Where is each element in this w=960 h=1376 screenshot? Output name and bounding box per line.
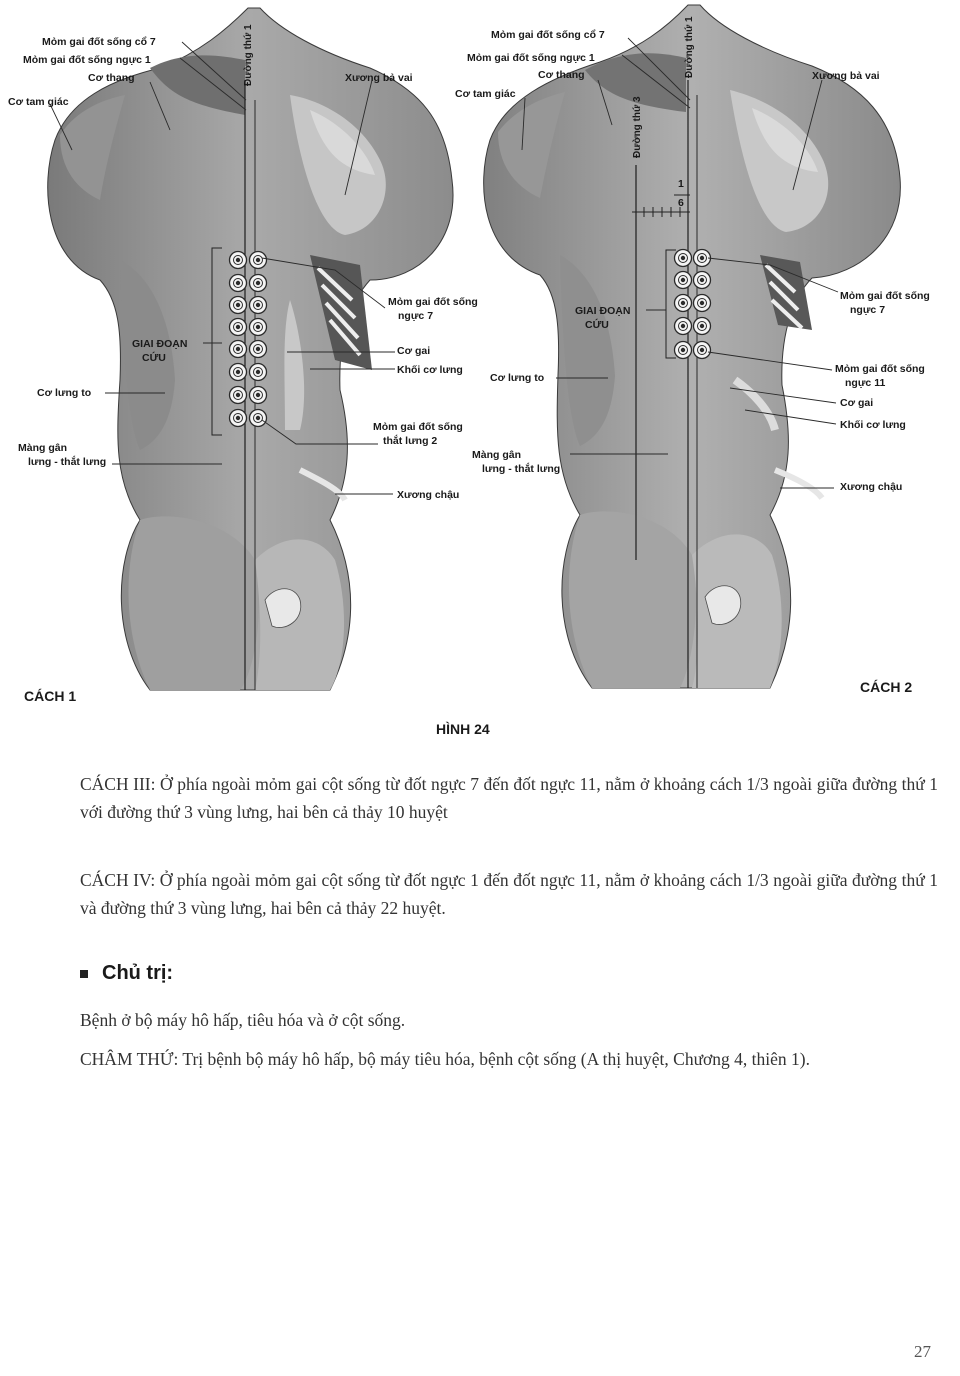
method-1-label: CÁCH 1 <box>24 688 77 704</box>
label-line1: Đường thứ 1 <box>243 24 254 86</box>
paragraph-needling: CHÂM THỨ: Trị bệnh bộ máy hô hấp, bộ máy tiêu hóa, bệnh cột sống (A thị huyệt, Chương 4, thiên 1). <box>80 1049 811 1069</box>
paragraph-indications: Bệnh ở bộ máy hô hấp, tiêu hóa và ở cột sống. <box>80 1010 406 1030</box>
label-line1: Đường thứ 1 <box>684 16 695 78</box>
page-number: 27 <box>914 1342 931 1361</box>
label-pelvis: Xương chậu <box>397 489 460 501</box>
label-latissimus: Cơ lưng to <box>37 387 92 399</box>
label-t1: Mỏm gai đốt sống ngực 1 <box>23 54 151 66</box>
label-segment: GIAI ĐOẠN CỨU <box>575 305 631 331</box>
label-c7: Mỏm gai đốt sống cổ 7 <box>42 36 156 48</box>
section-heading-text: Chủ trị: <box>102 962 174 984</box>
label-pelvis: Xương chậu <box>840 481 903 493</box>
label-t7-line1: Mỏm gai đốt sống ngực 7 <box>388 296 478 322</box>
label-scapula: Xương bả vai <box>345 72 413 84</box>
label-t1: Mỏm gai đốt sống ngực 1 <box>467 52 595 64</box>
label-erector: Khối cơ lưng <box>397 364 463 376</box>
label-spinalis: Cơ gai <box>840 397 874 409</box>
fraction-numerator: 1 <box>678 178 684 190</box>
label-segment: GIAI ĐOẠN CỨU <box>132 338 188 364</box>
label-erector: Khối cơ lưng <box>840 419 906 431</box>
label-deltoid: Cơ tam giác <box>455 88 516 100</box>
label-trapezius: Cơ thang <box>538 69 585 81</box>
label-spinalis: Cơ gai <box>397 345 431 357</box>
bullet-icon <box>80 970 88 978</box>
label-l2: Mỏm gai đốt sống thắt lưng 2 <box>373 421 463 447</box>
fraction-denominator: 6 <box>678 197 684 209</box>
figure-caption: HÌNH 24 <box>436 721 490 737</box>
method-2-label: CÁCH 2 <box>860 679 913 695</box>
label-trapezius: Cơ thang <box>88 72 135 84</box>
label-line3: Đường thứ 3 <box>632 96 643 158</box>
label-fascia: Màng gân lưng - thắt lưng <box>18 442 107 468</box>
label-latissimus: Cơ lưng to <box>490 372 545 384</box>
label-c7: Mỏm gai đốt sống cổ 7 <box>491 29 605 41</box>
label-t7: Mỏm gai đốt sống ngực 7 <box>840 290 930 316</box>
section-heading <box>80 962 173 985</box>
label-deltoid: Cơ tam giác <box>8 96 69 108</box>
label-scapula: Xương bả vai <box>812 70 880 82</box>
label-fascia: Màng gân lưng - thắt lưng <box>472 449 561 475</box>
right-torso-figure <box>484 5 901 688</box>
paragraph-method-3: CÁCH III: Ở phía ngoài mỏm gai cột sống từ đốt ngực 7 đến đốt ngực 11, nằm ở khoảng cách 1/3 ngoài giữa đường thứ 1 với đường thứ 3 vùng lưng, hai bên cả thảy 10 huyệt <box>80 774 938 822</box>
paragraph-method-4: CÁCH IV: Ở phía ngoài mỏm gai cột sống từ đốt ngực 1 đến đốt ngực 11, nằm ở khoảng cách 1/3 ngoài giữa đường thứ 1 và đường thứ 3 vùng lưng, hai bên cả thảy 22 huyệt. <box>80 870 938 918</box>
label-t11: Mỏm gai đốt sống ngực 11 <box>835 363 925 389</box>
